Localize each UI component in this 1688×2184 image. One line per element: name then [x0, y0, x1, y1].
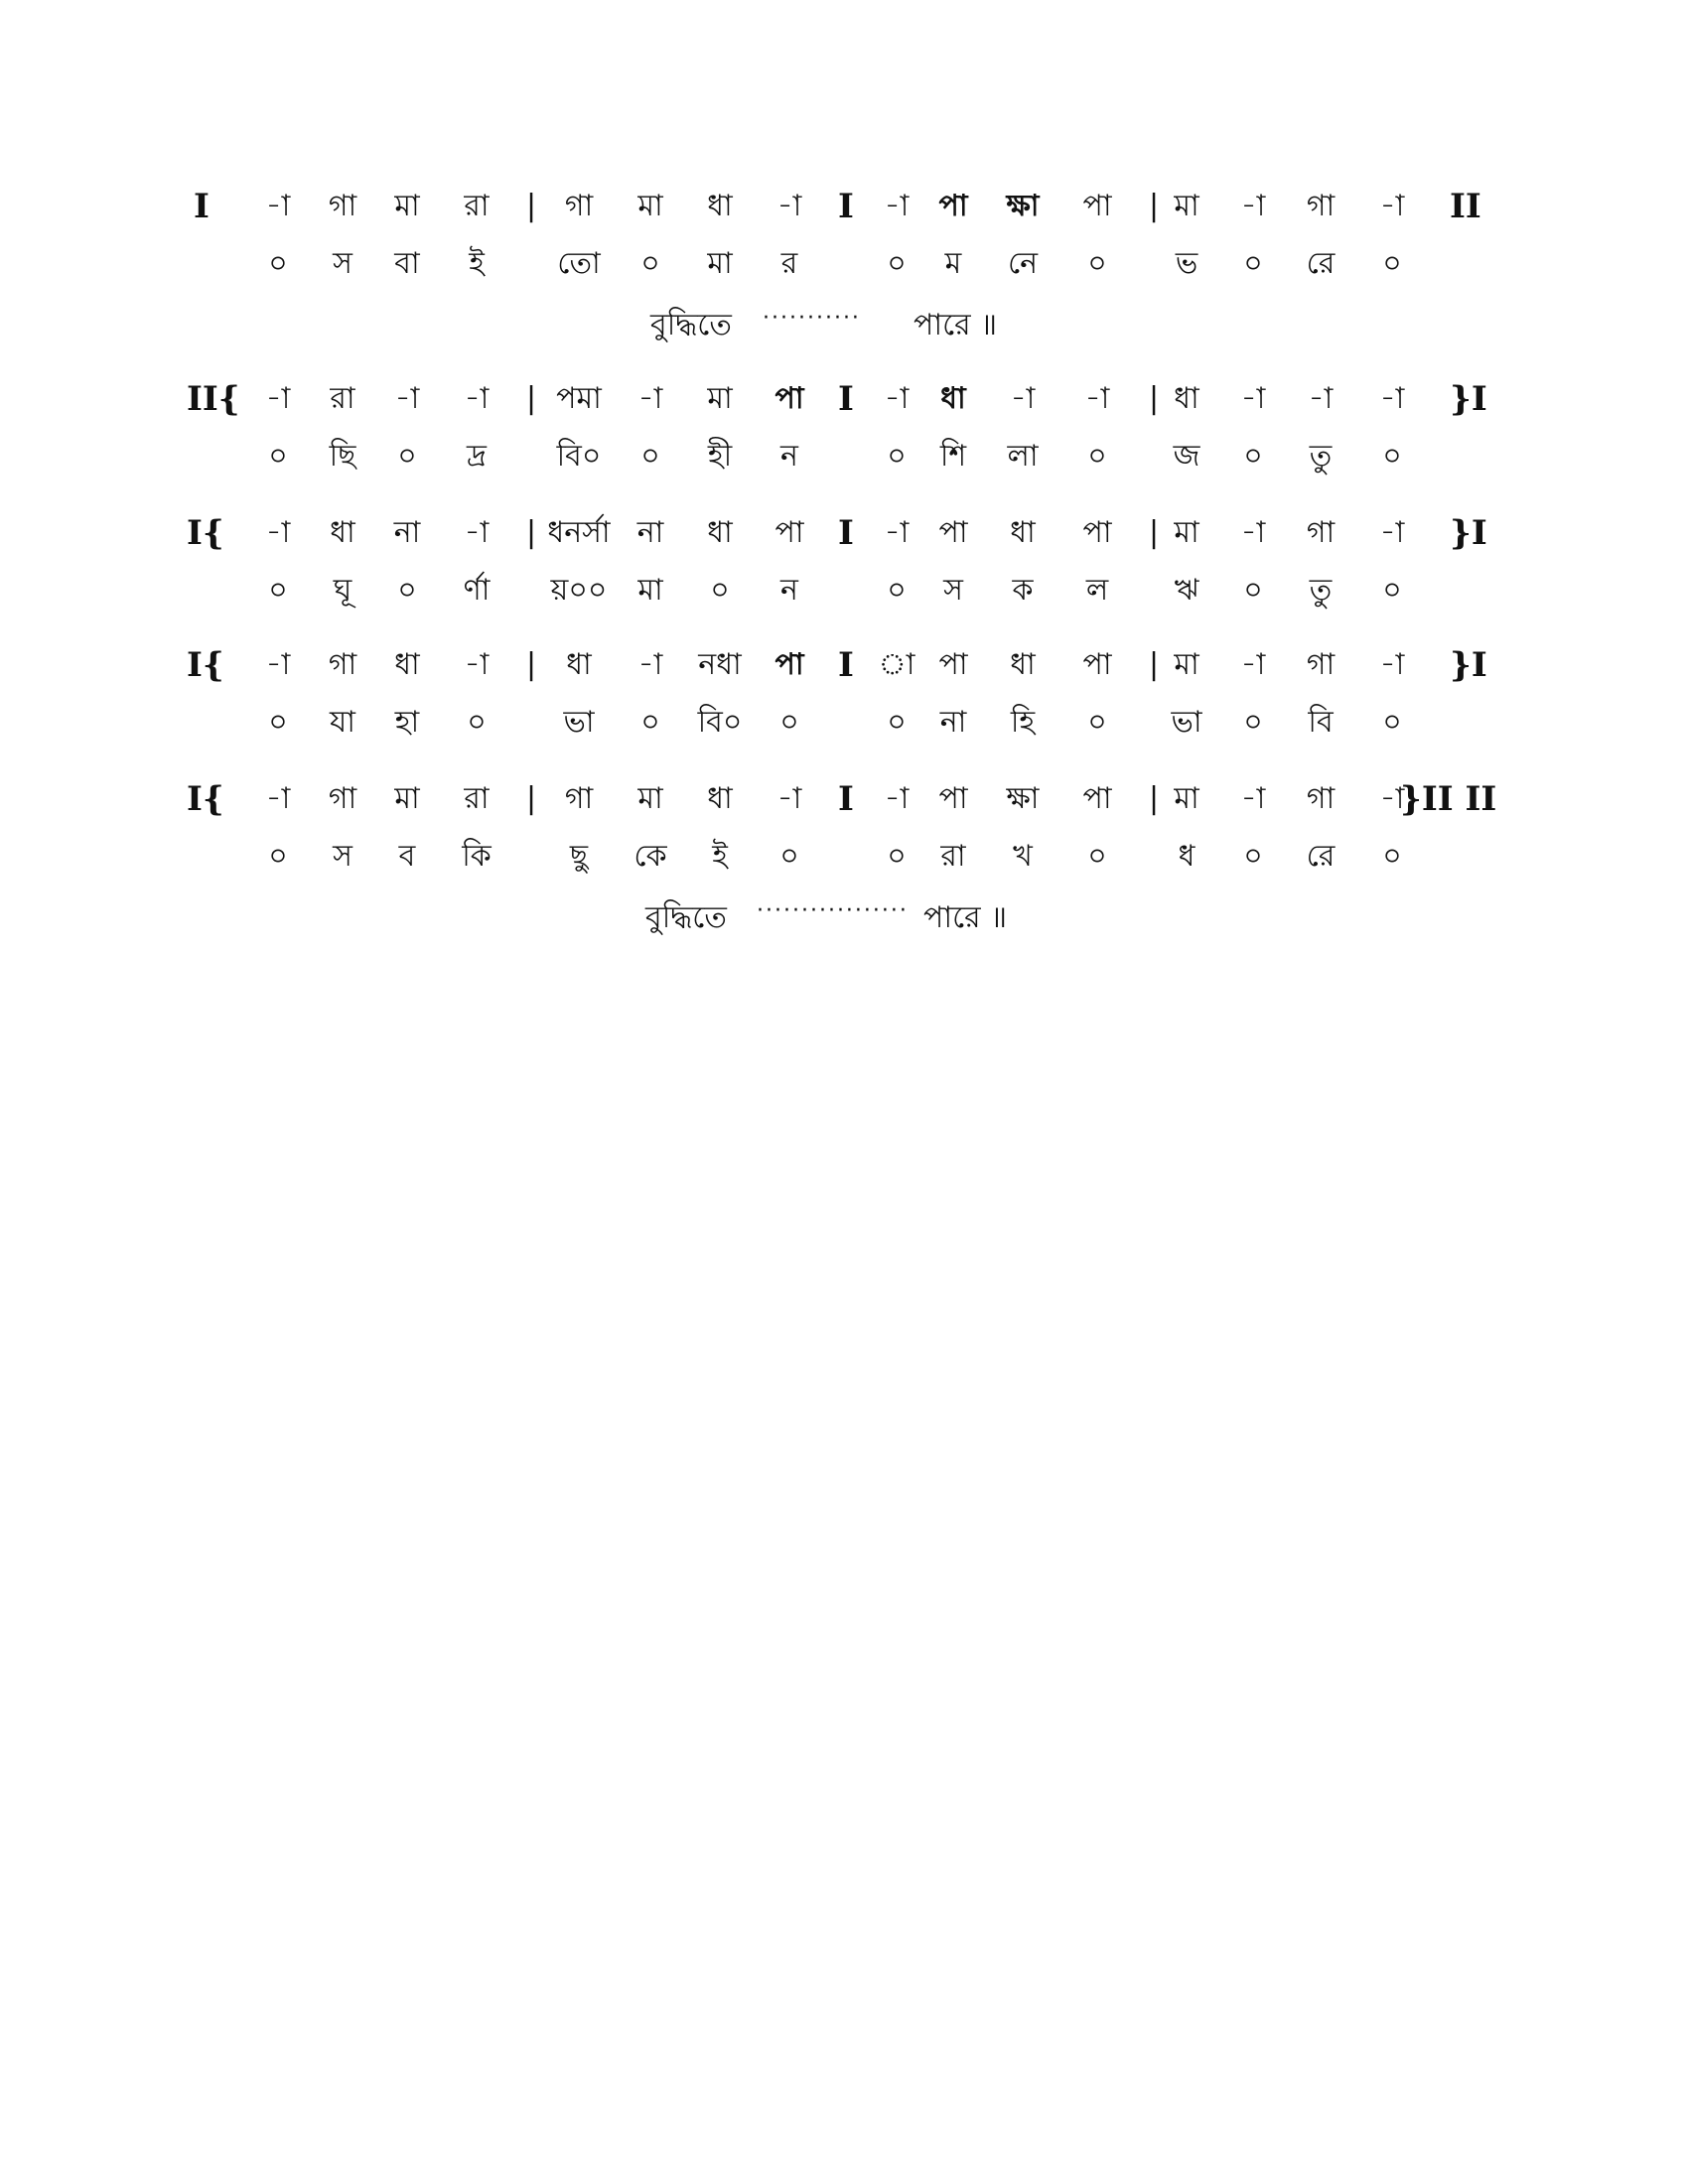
lyric-syllable: র [780, 246, 798, 281]
section-bar: I [838, 513, 854, 553]
note: পা [774, 647, 804, 682]
lyric-row [0, 837, 1688, 887]
lyric-syllable: ঋ [1174, 573, 1199, 608]
note: ধা [330, 515, 355, 550]
lyric-syllable: ০ [268, 573, 288, 608]
note: গা [1306, 189, 1336, 223]
note: -া [1379, 781, 1405, 816]
note: ধা [940, 381, 966, 416]
lyric-syllable: ০ [268, 246, 288, 281]
bar-line: | [1148, 381, 1160, 416]
bar-line: | [1148, 189, 1160, 223]
lyric-syllable: য়০০ [550, 573, 608, 608]
note: -া [1240, 781, 1266, 816]
note-row [0, 513, 1688, 563]
end-marker: }I [1450, 645, 1487, 685]
note: ধা [707, 781, 733, 816]
section-bar: I [838, 379, 854, 419]
refrain-end: পারে ॥ [923, 900, 1008, 935]
note-row [0, 645, 1688, 695]
note: -া [884, 515, 910, 550]
refrain-line [0, 306, 1688, 355]
note: -া [464, 381, 490, 416]
note: পা [938, 647, 968, 682]
start-marker: I [194, 187, 210, 226]
lyric-syllable: তো [557, 246, 601, 281]
lyric-syllable: ০ [1087, 705, 1107, 740]
lyric-syllable: ঘূ [333, 573, 352, 608]
lyric-syllable: ভা [563, 705, 595, 740]
lyric-row [0, 703, 1688, 752]
lyric-syllable: ই [469, 246, 485, 281]
lyric-syllable: বি০ [697, 705, 743, 740]
note: পা [1082, 189, 1112, 223]
bar-line: | [525, 647, 537, 682]
note: -া [265, 189, 291, 223]
refrain-start: বুদ্ধিতে [650, 308, 732, 342]
note: -া [1379, 189, 1405, 223]
note: -া [637, 381, 663, 416]
lyric-syllable: ০ [640, 705, 660, 740]
note: মা [1174, 189, 1199, 223]
note: -া [1240, 647, 1266, 682]
note: -া [265, 781, 291, 816]
lyric-syllable: স [333, 839, 352, 874]
note: -া [884, 189, 910, 223]
section-bar: I [838, 779, 854, 819]
note-row [0, 187, 1688, 236]
lyric-syllable: মা [707, 246, 733, 281]
end-marker: }I [1450, 379, 1487, 419]
note: পা [938, 515, 968, 550]
lyric-syllable: ০ [887, 839, 907, 874]
refrain-start: বুদ্ধিতে [645, 900, 727, 935]
lyric-syllable: ০ [1243, 439, 1263, 474]
note: মা [394, 781, 420, 816]
lyric-syllable: হী [707, 439, 733, 474]
note: -া [464, 647, 490, 682]
lyric-syllable: ০ [1243, 839, 1263, 874]
lyric-syllable: ছু [569, 839, 589, 874]
note: -া [1240, 381, 1266, 416]
bar-line: | [525, 381, 537, 416]
note: ক্ষা [1006, 781, 1040, 816]
lyric-syllable: শি [939, 439, 967, 474]
lyric-row [0, 244, 1688, 294]
lyric-syllable: ভ [1175, 246, 1198, 281]
note: মা [1174, 515, 1199, 550]
note: রা [330, 381, 355, 416]
note: গা [1306, 647, 1336, 682]
lyric-syllable: লা [1007, 439, 1039, 474]
lyric-syllable: ০ [887, 573, 907, 608]
note: -া [464, 515, 490, 550]
lyric-syllable: ০ [779, 839, 799, 874]
note: পা [938, 189, 968, 223]
lyric-syllable: ০ [640, 246, 660, 281]
lyric-syllable: তু [1309, 439, 1333, 474]
lyric-syllable: ০ [397, 439, 417, 474]
lyric-syllable: ০ [887, 705, 907, 740]
bar-line: | [1148, 647, 1160, 682]
note: মা [394, 189, 420, 223]
note: পা [774, 381, 804, 416]
note: গা [1306, 515, 1336, 550]
note: পা [1082, 515, 1112, 550]
lyric-syllable: ০ [779, 705, 799, 740]
lyric-syllable: খ [1013, 839, 1033, 874]
lyric-syllable: ন [780, 439, 798, 474]
note: -া [1240, 515, 1266, 550]
note: -া [394, 381, 420, 416]
bar-line: | [1148, 781, 1160, 816]
end-marker: II [1450, 187, 1481, 226]
note: ধনর্সা [547, 515, 611, 550]
end-marker: }I [1450, 513, 1487, 553]
lyric-syllable: না [939, 705, 967, 740]
lyric-syllable: ০ [1243, 573, 1263, 608]
note: মা [637, 189, 663, 223]
note: পমা [556, 381, 602, 416]
note: ধা [707, 515, 733, 550]
note: -া [884, 381, 910, 416]
note: ধা [1010, 647, 1036, 682]
note: ধা [566, 647, 592, 682]
lyric-syllable: র্ণা [463, 573, 491, 608]
bar-line: | [1148, 515, 1160, 550]
lyric-syllable: বি০ [556, 439, 602, 474]
note: -া [1379, 381, 1405, 416]
note: রা [464, 781, 490, 816]
section-bar: I [838, 187, 854, 226]
lyric-syllable: ন [780, 573, 798, 608]
note: নধা [698, 647, 742, 682]
lyric-syllable: রে [1306, 246, 1336, 281]
lyric-syllable: ম [944, 246, 962, 281]
note: মা [637, 781, 663, 816]
lyric-syllable: ০ [640, 439, 660, 474]
note: া [878, 647, 915, 682]
refrain-line [0, 898, 1688, 948]
lyric-syllable: ০ [1243, 246, 1263, 281]
lyric-syllable: ০ [1087, 246, 1107, 281]
note: মা [1174, 647, 1199, 682]
note: -া [1010, 381, 1036, 416]
lyric-syllable: ০ [1243, 705, 1263, 740]
bar-line: | [525, 781, 537, 816]
refrain-end: পারে ॥ [914, 308, 998, 342]
lyric-syllable: ০ [887, 246, 907, 281]
lyric-syllable: ০ [1382, 839, 1402, 874]
note: গা [328, 189, 357, 223]
lyric-syllable: ০ [397, 573, 417, 608]
lyric-syllable: ০ [268, 705, 288, 740]
note: ধা [1174, 381, 1199, 416]
lyric-syllable: ০ [1382, 705, 1402, 740]
lyric-syllable: ০ [1382, 573, 1402, 608]
note: -া [637, 647, 663, 682]
note: -া [265, 381, 291, 416]
start-marker: I{ [187, 645, 224, 685]
lyric-syllable: কে [633, 839, 667, 874]
note: ধা [1010, 515, 1036, 550]
note: পা [1082, 781, 1112, 816]
lyric-syllable: ০ [1087, 439, 1107, 474]
lyric-syllable: ০ [1382, 246, 1402, 281]
lyric-syllable: ০ [710, 573, 730, 608]
lyric-syllable: নে [1007, 246, 1039, 281]
refrain-ellipsis: ················· [757, 898, 909, 923]
note: -া [1084, 381, 1110, 416]
note: গা [328, 647, 357, 682]
note-row [0, 779, 1688, 829]
note: -া [265, 515, 291, 550]
lyric-syllable: ক [1012, 573, 1034, 608]
note: পা [774, 515, 804, 550]
lyric-syllable: ভা [1171, 705, 1202, 740]
lyric-syllable: জ [1173, 439, 1200, 474]
lyric-syllable: যা [330, 705, 355, 740]
lyric-syllable: ল [1085, 573, 1109, 608]
note: -া [1240, 189, 1266, 223]
lyric-syllable: ০ [268, 839, 288, 874]
lyric-syllable: ব [398, 839, 416, 874]
note: না [393, 515, 421, 550]
lyric-syllable: বি [1308, 705, 1334, 740]
note: ক্ষা [1006, 189, 1040, 223]
lyric-syllable: মা [637, 573, 663, 608]
lyric-syllable: ই [712, 839, 728, 874]
note: মা [707, 381, 733, 416]
refrain-ellipsis: ··········· [763, 306, 861, 331]
note: -া [1308, 381, 1334, 416]
note: -া [776, 781, 802, 816]
lyric-syllable: স [943, 573, 963, 608]
note: -া [265, 647, 291, 682]
lyric-syllable: বা [394, 246, 420, 281]
note-row [0, 379, 1688, 429]
lyric-syllable: স [333, 246, 352, 281]
lyric-syllable: হা [394, 705, 420, 740]
start-marker: II{ [187, 379, 240, 419]
lyric-syllable: ০ [1087, 839, 1107, 874]
lyric-syllable: ০ [887, 439, 907, 474]
lyric-syllable: দ্র [467, 439, 487, 474]
note: গা [564, 189, 594, 223]
note: গা [564, 781, 594, 816]
note: মা [1174, 781, 1199, 816]
lyric-syllable: ০ [467, 705, 487, 740]
section-bar: I [838, 645, 854, 685]
note: পা [938, 781, 968, 816]
note: গা [1306, 781, 1336, 816]
note: না [636, 515, 664, 550]
bar-line: | [525, 515, 537, 550]
note: পা [1082, 647, 1112, 682]
lyric-syllable: ধ [1178, 839, 1196, 874]
lyric-syllable: রে [1306, 839, 1336, 874]
lyric-syllable: ছি [329, 439, 356, 474]
note: -া [1379, 647, 1405, 682]
note: গা [328, 781, 357, 816]
lyric-syllable: ০ [268, 439, 288, 474]
note: -া [776, 189, 802, 223]
note: ধা [707, 189, 733, 223]
start-marker: I{ [187, 513, 224, 553]
start-marker: I{ [187, 779, 224, 819]
lyric-syllable: কি [462, 839, 492, 874]
lyric-row [0, 571, 1688, 620]
lyric-row [0, 437, 1688, 486]
lyric-syllable: হি [1010, 705, 1036, 740]
note: রা [464, 189, 490, 223]
lyric-syllable: রা [940, 839, 966, 874]
note: -া [1379, 515, 1405, 550]
note: ধা [394, 647, 420, 682]
lyric-syllable: ০ [1382, 439, 1402, 474]
end-marker: }II II [1400, 779, 1497, 819]
bar-line: | [525, 189, 537, 223]
note: -া [884, 781, 910, 816]
lyric-syllable: তু [1309, 573, 1333, 608]
